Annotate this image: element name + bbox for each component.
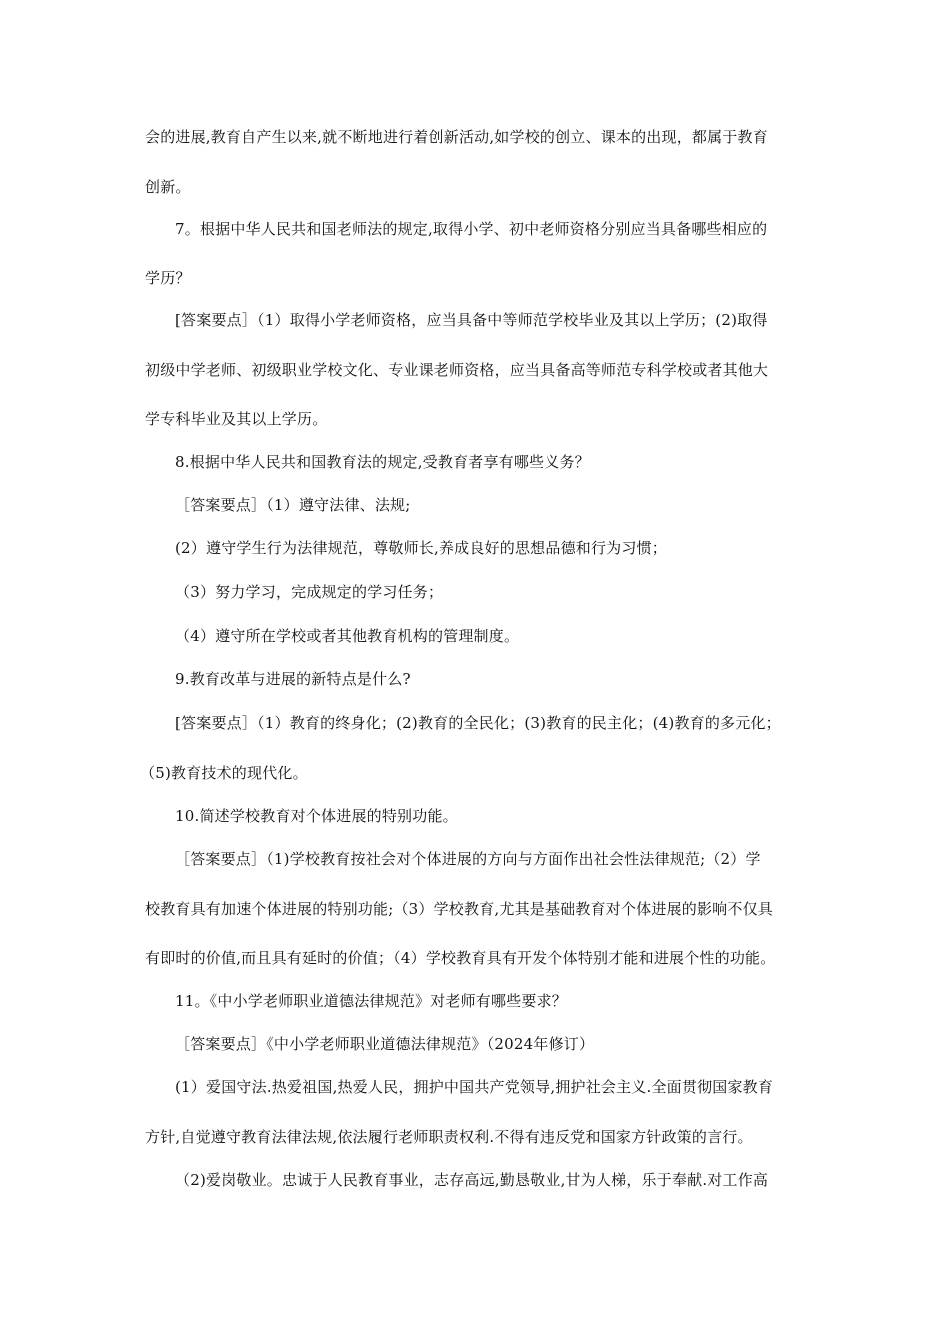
- question-9-line: 9.教育改革与进展的新特点是什么?: [175, 670, 411, 688]
- answer-10-line: ［答案要点］（1)学校教育按社会对个体进展的方向与方面作出社会性法律规范;（2）学: [175, 850, 761, 868]
- text-line: 学历？: [145, 269, 191, 287]
- answer-9-line: [答案要点］（1）教育的终身化；(2)教育的全民化；(3)教育的民主化；(4)教育的多元化；: [175, 714, 781, 732]
- text-line: （2)爱岗敬业。忠诚于人民教育事业，志存高远,勤恳敬业,甘为人梯，乐于奉献.对工作高: [175, 1171, 769, 1189]
- text-line: (1）爱国守法.热爱祖国,热爱人民，拥护中国共产党领导,拥护社会主义.全面贯彻国家教育: [175, 1078, 774, 1096]
- answer-7-line: [答案要点］（1）取得小学老师资格，应当具备中等师范学校毕业及其以上学历；(2)取得: [175, 311, 768, 329]
- text-line: 会的进展,教育自产生以来,就不断地进行着创新活动,如学校的创立、课本的出现，都属于教育: [145, 128, 768, 146]
- text-line: (2）遵守学生行为法律规范，尊敬师长,养成良好的思想品德和行为习惯；: [175, 539, 667, 557]
- text-line: （5)教育技术的现代化。: [140, 764, 308, 782]
- text-line: （3）努力学习，完成规定的学习任务；: [175, 583, 444, 601]
- text-line: 学专科毕业及其以上学历。: [145, 410, 328, 428]
- text-line: 初级中学老师、初级职业学校文化、专业课老师资格，应当具备高等师范专科学校或者其他大: [145, 361, 769, 379]
- text-line: 有即时的价值,而且具有延时的价值；（4）学校教育具有开发个体特别才能和进展个性的功能。: [145, 949, 776, 967]
- text-line: （4）遵守所在学校或者其他教育机构的管理制度。: [175, 627, 520, 645]
- question-8-line: 8.根据中华人民共和国教育法的规定,受教育者享有哪些义务？: [175, 453, 590, 471]
- question-11-line: 11。《中小学老师职业道德法律规范》对老师有哪些要求？: [175, 992, 567, 1010]
- answer-8-line: ［答案要点］（1）遵守法律、法规;: [175, 496, 411, 514]
- text-line: 创新。: [145, 178, 191, 196]
- text-line: 校教育具有加速个体进展的特别功能;（3）学校教育,尤其是基础教育对个体进展的影响不仅具: [145, 900, 773, 918]
- answer-11-line: ［答案要点］《中小学老师职业道德法律规范》（2024年修订）: [175, 1035, 595, 1053]
- question-7-line: 7。根据中华人民共和国老师法的规定,取得小学、初中老师资格分别应当具备哪些相应的: [175, 220, 768, 238]
- question-10-line: 10.简述学校教育对个体进展的特别功能。: [175, 807, 458, 825]
- text-line: 方针,自觉遵守教育法律法规,依法履行老师职责权利.不得有违反党和国家方针政策的言行。: [145, 1128, 753, 1146]
